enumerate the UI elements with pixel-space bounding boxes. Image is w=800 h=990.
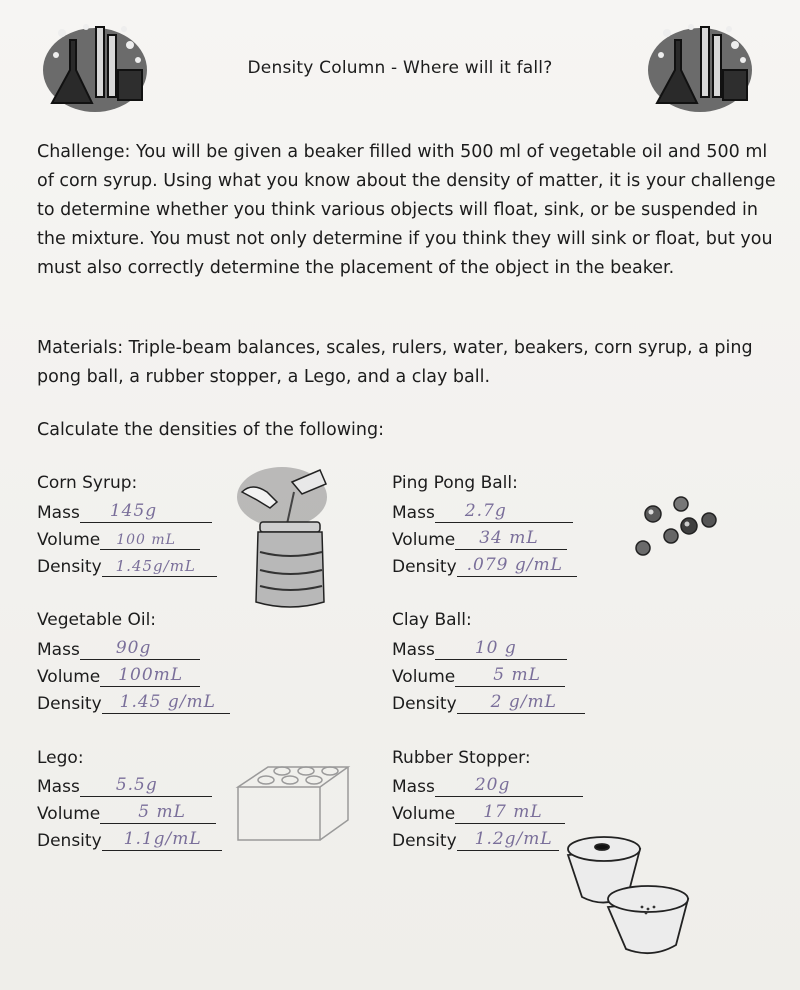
vegetable-oil-title: Vegetable Oil: [37,610,157,630]
clay-ball-mass-row [392,637,567,661]
lego-mass-value: 5.5g [115,775,158,795]
ping-pong-density-row [392,554,577,578]
volume-label: Volume [392,804,456,824]
clay-ball-volume-row [392,664,565,688]
ping-pong-title: Ping Pong Ball: [392,473,518,493]
ping-pong-mass-row [392,500,573,524]
density-label: Density [37,694,102,714]
clay-ball-mass-field[interactable] [435,637,567,660]
density-label: Density [392,557,457,577]
corn-syrup-title: Corn Syrup: [37,473,138,493]
lego-title: Lego: [37,748,84,768]
rubber-stopper-density-field[interactable] [457,828,559,851]
vegetable-oil-volume-value: 100mL [118,665,184,685]
volume-label: Volume [37,667,101,687]
lego-brick-icon [228,752,358,847]
challenge-paragraph: Challenge: You will be given a beaker filled with 500 ml of vegetable oil and 500 ml of corn syrup. Using what you know about the density of matter, it is your challenge to determine whether you think various objects will float, sink, or be suspended in the mixture. You must not only determine if you think they will sink or float, but you must also correctly determine the placement of the object in the beaker. [37,142,776,278]
ping-pong-mass-value: 2.7g [464,501,507,521]
mass-label: Mass [37,503,80,523]
ping-pong-volume-value: 34 mL [479,528,539,548]
balls-cluster-icon [625,492,725,562]
volume-label: Volume [392,667,456,687]
rubber-stopper-density-value: 1.2g/mL [474,829,553,849]
vegetable-oil-volume-row [37,664,200,688]
corn-syrup-density-row [37,554,217,578]
rubber-stopper-mass-row [392,774,583,798]
volume-label: Volume [392,530,456,550]
lego-mass-field[interactable] [80,774,212,797]
clay-ball-density-value: 2 g/mL [490,692,557,712]
corn-syrup-mass-field[interactable] [80,500,212,523]
density-label: Density [392,831,457,851]
ping-pong-density-field[interactable] [457,554,577,577]
mass-label: Mass [392,777,435,797]
clay-ball-volume-value: 5 mL [493,665,541,685]
rubber-stopper-title: Rubber Stopper: [392,748,531,768]
lego-volume-row [37,801,216,825]
lego-volume-value: 5 mL [138,802,186,822]
corn-syrup-density-value: 1.45g/mL [115,557,196,575]
page-title: Density Column - Where will it fall? [247,58,553,78]
mass-label: Mass [37,777,80,797]
clay-ball-density-row [392,691,585,715]
vegetable-oil-mass-field[interactable] [80,637,200,660]
instruction-text: Calculate the densities of the following: [37,420,384,440]
ping-pong-density-value: .079 g/mL [466,555,563,575]
corn-syrup-volume-value: 100 mL [116,532,176,548]
density-label: Density [37,557,102,577]
clay-ball-title: Clay Ball: [392,610,472,630]
vegetable-oil-density-row [37,691,230,715]
rubber-stopper-density-row [392,828,559,852]
vegetable-oil-mass-value: 90g [115,638,152,658]
lego-density-row [37,828,222,852]
lego-mass-row [37,774,212,798]
rubber-stopper-volume-row [392,801,565,825]
syrup-jar-pouring-icon [232,462,332,612]
rubber-stopper-mass-field[interactable] [435,774,583,797]
rubber-stopper-volume-value: 17 mL [483,802,543,822]
mass-label: Mass [37,640,80,660]
corn-syrup-volume-row [37,527,200,551]
lego-density-value: 1.1g/mL [123,829,202,849]
materials-paragraph: Materials: Triple-beam balances, scales, rulers, water, beakers, corn syrup, a ping pong ball, a rubber stopper, a Lego, and a clay ball. [37,338,753,387]
volume-label: Volume [37,530,101,550]
ping-pong-volume-row [392,527,567,551]
clay-ball-mass-value: 10 g [474,638,517,658]
ping-pong-volume-field[interactable] [455,527,567,550]
density-label: Density [37,831,102,851]
corn-syrup-mass-row [37,500,212,524]
corn-syrup-volume-field[interactable] [100,527,200,550]
clay-ball-volume-field[interactable] [455,664,565,687]
vegetable-oil-density-field[interactable] [102,691,230,714]
vegetable-oil-density-value: 1.45 g/mL [119,692,216,712]
vegetable-oil-volume-field[interactable] [100,664,200,687]
clay-ball-density-field[interactable] [457,691,585,714]
volume-label: Volume [37,804,101,824]
ping-pong-mass-field[interactable] [435,500,573,523]
density-label: Density [392,694,457,714]
mass-label: Mass [392,503,435,523]
mass-label: Mass [392,640,435,660]
vegetable-oil-mass-row [37,637,200,661]
corn-syrup-mass-value: 145g [109,501,158,521]
rubber-stoppers-icon [560,825,690,960]
lego-volume-field[interactable] [100,801,216,824]
rubber-stopper-mass-value: 20g [474,775,511,795]
corn-syrup-density-field[interactable] [102,554,217,577]
lego-density-field[interactable] [102,828,222,851]
rubber-stopper-volume-field[interactable] [455,801,565,824]
